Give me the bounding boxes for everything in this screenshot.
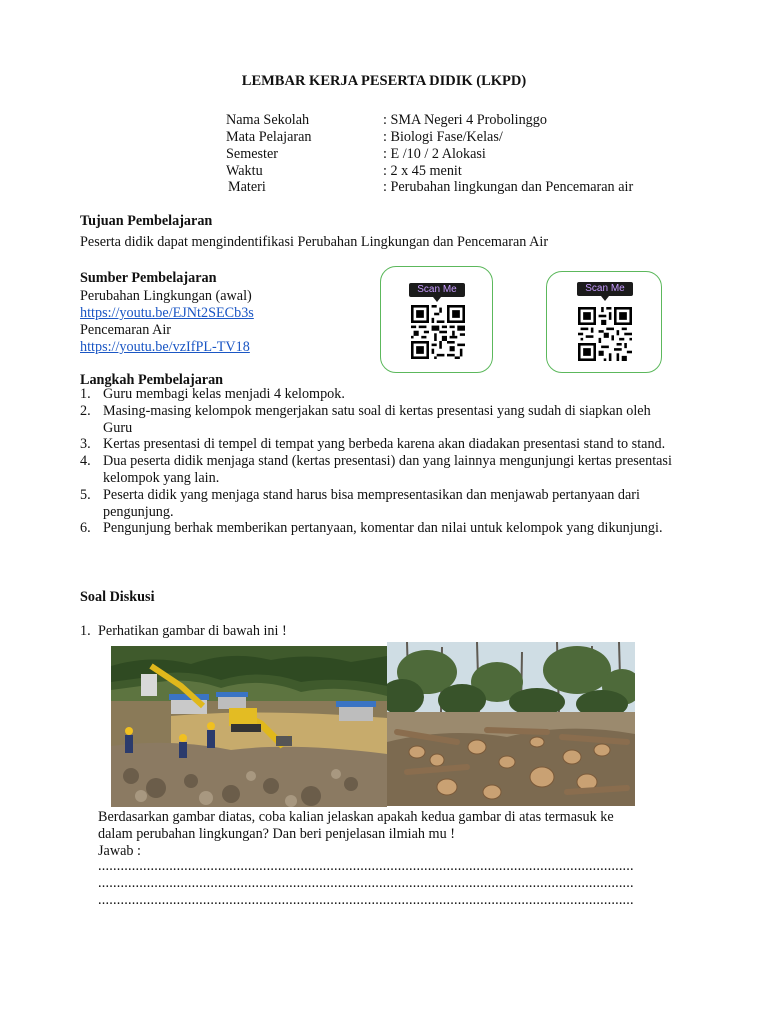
label-mata-pelajaran: Mata Pelajaran (226, 129, 312, 145)
steps-list (80, 386, 680, 537)
qr-code-1-icon[interactable] (410, 305, 466, 359)
sumber-item2-label: Pencemaran Air (80, 322, 171, 338)
sumber-item1-label: Perubahan Lingkungan (awal) (80, 288, 252, 304)
scan-me-tag-1: Scan Me (409, 283, 465, 297)
mining-photo (111, 646, 387, 807)
sumber-heading: Sumber Pembelajaran (80, 270, 217, 286)
question-text: Perhatikan gambar di bawah ini ! (98, 623, 287, 639)
deforestation-photo (387, 642, 635, 806)
answer-line-2[interactable]: ............................................................................................................................................... (98, 875, 634, 891)
label-semester: Semester (226, 146, 279, 162)
label-nama-sekolah: Nama Sekolah (226, 112, 310, 128)
label-materi: Materi (228, 179, 266, 195)
answer-label: Jawab : (98, 843, 141, 859)
soal-heading: Soal Diskusi (80, 589, 155, 605)
list-item: 3. Kertas presentasi di tempel di tempat yang berbeda karena akan diadakan presentasi stand to stand. (80, 436, 666, 453)
sumber-item2-link[interactable]: https://youtu.be/vzIfPL-TV18 (80, 339, 250, 355)
answer-line-3[interactable]: ............................................................................................................................................... (98, 892, 634, 908)
list-item: 2. Masing-masing kelompok mengerjakan satu soal di kertas presentasi yang sudah di siapkan oleh Guru (80, 402, 651, 436)
label-waktu: Waktu (226, 163, 263, 179)
list-item: 1. Guru membagi kelas menjadi 4 kelompok. (80, 386, 345, 402)
list-item: 5. Peserta didik yang menjaga stand harus bisa mempresentasikan dan menjawab pertanyaan dari pengunjung. (80, 486, 640, 520)
qr-code-2-icon[interactable] (577, 307, 633, 361)
value-materi: : Perubahan lingkungan dan Pencemaran air (383, 179, 634, 195)
tujuan-heading: Tujuan Pembelajaran (80, 213, 213, 229)
question-line-1: Berdasarkan gambar diatas, coba kalian jelaskan apakah kedua gambar di atas termasuk ke (98, 809, 614, 825)
value-semester: : E /10 / 2 Alokasi (383, 146, 486, 162)
value-nama-sekolah: : SMA Negeri 4 Probolinggo (383, 112, 547, 128)
question-line-2: dalam perubahan lingkungan? Dan beri penjelasan ilmiah mu ! (98, 826, 455, 842)
document-title: LEMBAR KERJA PESERTA DIDIK (LKPD) (241, 73, 527, 89)
list-item: 6. Pengunjung berhak memberikan pertanyaan, komentar dan nilai untuk kelompok yang dikunjungi. (80, 520, 663, 537)
tujuan-text: Peserta didik dapat mengindentifikasi Perubahan Lingkungan dan Pencemaran Air (80, 234, 549, 250)
qr-card-1 (380, 266, 493, 373)
value-waktu: : 2 x 45 menit (383, 163, 462, 179)
sumber-item1-link[interactable]: https://youtu.be/EJNt2SECb3s (80, 305, 254, 321)
langkah-heading: Langkah Pembelajaran (80, 372, 224, 388)
scan-me-tag-2: Scan Me (577, 282, 633, 296)
value-mata-pelajaran: : Biologi Fase/Kelas/ (383, 129, 503, 145)
answer-line-1[interactable]: ............................................................................................................................................... (98, 858, 634, 874)
list-item: 4. Dua peserta didik menjaga stand (kertas presentasi) dan yang lainnya mengunjungi kertas presentasi kelompok yang lain. (80, 453, 672, 486)
qr-card-2 (546, 271, 662, 373)
question-number: 1. (80, 623, 91, 639)
